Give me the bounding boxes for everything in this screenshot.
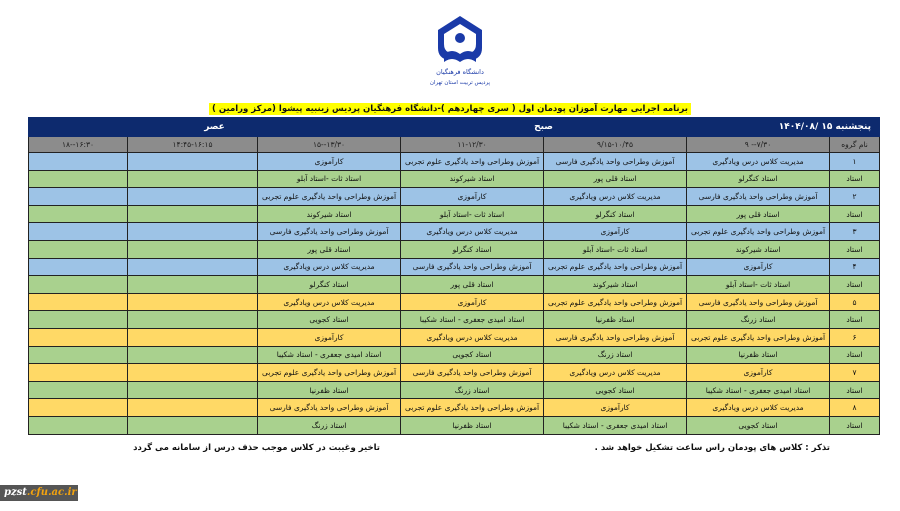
teacher-cell: استاد کنگرلو bbox=[687, 170, 830, 188]
course-cell bbox=[29, 258, 128, 276]
course-cell: آموزش وطراحی واحد یادگیری فارسی bbox=[687, 293, 830, 311]
table-row bbox=[29, 240, 880, 258]
schedule-table bbox=[28, 117, 880, 435]
course-cell bbox=[29, 328, 128, 346]
table-row bbox=[29, 223, 880, 241]
group-cell: ۲ bbox=[830, 188, 880, 206]
teacher-cell bbox=[29, 170, 128, 188]
course-cell: مدیریت کلاس درس ویادگیری bbox=[687, 153, 830, 171]
teacher-cell bbox=[128, 416, 258, 434]
column-header-time-5: ۱۴:۴۵-۱۶:۱۵ bbox=[128, 137, 258, 153]
course-cell: کارآموزی bbox=[401, 293, 544, 311]
teacher-cell: استاد ظفرنیا bbox=[544, 311, 687, 329]
course-cell bbox=[29, 153, 128, 171]
course-cell: آموزش وطراحی واحد یادگیری علوم تجربی bbox=[258, 364, 401, 382]
teacher-cell: استاد قلی پور bbox=[687, 205, 830, 223]
column-header-time-2: ۹/۱۵-۱۰/۴۵ bbox=[544, 137, 687, 153]
course-cell: آموزش وطراحی واحد یادگیری فارسی bbox=[258, 399, 401, 417]
program-title-text: برنامه اجرایی مهارت آموزان پودمان اول ( سری چهاردهم )-دانشگاه فرهنگیان پردیس زینبیه پیشوا (مرکز ورامین ) bbox=[209, 103, 691, 115]
date-label: پنجشنبه ۱۵ /۱۴۰۴/۰۸ bbox=[687, 118, 880, 137]
watermark-part1: pzst bbox=[4, 487, 27, 498]
course-cell: کارآموزی bbox=[544, 399, 687, 417]
footer-notes bbox=[0, 443, 900, 457]
course-cell bbox=[29, 293, 128, 311]
teacher-cell bbox=[128, 240, 258, 258]
column-header-time-3: ۱۱-۱۲/۳۰ bbox=[401, 137, 544, 153]
course-cell: کارآموزی bbox=[258, 153, 401, 171]
university-logo bbox=[420, 14, 500, 90]
teacher-cell: استاد زرنگ bbox=[687, 311, 830, 329]
teacher-cell bbox=[29, 381, 128, 399]
course-cell: مدیریت کلاس درس ویادگیری bbox=[401, 328, 544, 346]
teacher-cell: استاد ثات -استاد آبلو bbox=[401, 205, 544, 223]
course-cell: مدیریت کلاس درس ویادگیری bbox=[401, 223, 544, 241]
teacher-label-cell: استاد bbox=[830, 346, 880, 364]
course-cell: آموزش وطراحی واحد یادگیری فارسی bbox=[544, 328, 687, 346]
teacher-cell bbox=[128, 311, 258, 329]
group-cell: ۴ bbox=[830, 258, 880, 276]
teacher-cell: استاد کجویی bbox=[401, 346, 544, 364]
teacher-cell: استاد قلی پور bbox=[544, 170, 687, 188]
table-row bbox=[29, 416, 880, 434]
teacher-cell: استاد قلی پور bbox=[258, 240, 401, 258]
teacher-cell bbox=[29, 276, 128, 294]
course-cell bbox=[128, 364, 258, 382]
course-cell: آموزش وطراحی واحد یادگیری فارسی bbox=[687, 188, 830, 206]
table-row bbox=[29, 293, 880, 311]
course-cell bbox=[29, 399, 128, 417]
course-cell: آموزش وطراحی واحد یادگیری علوم تجربی bbox=[544, 293, 687, 311]
teacher-cell: استاد زرنگ bbox=[544, 346, 687, 364]
teacher-cell: استاد امیدی جعفری - استاد شکیبا bbox=[401, 311, 544, 329]
teacher-cell bbox=[29, 205, 128, 223]
table-row bbox=[29, 170, 880, 188]
teacher-cell: استاد ظفرنیا bbox=[258, 381, 401, 399]
table-row bbox=[29, 205, 880, 223]
course-cell: مدیریت کلاس درس ویادگیری bbox=[258, 293, 401, 311]
teacher-cell: استاد کنگرلو bbox=[401, 240, 544, 258]
teacher-label-cell: استاد bbox=[830, 170, 880, 188]
teacher-cell: استاد ظفرنیا bbox=[687, 346, 830, 364]
course-cell bbox=[128, 223, 258, 241]
reminder-note: تذکر : کلاس های پودمان راس ساعت تشکیل خواهد شد . bbox=[594, 443, 830, 453]
course-cell bbox=[128, 153, 258, 171]
teacher-cell bbox=[128, 346, 258, 364]
course-cell: مدیریت کلاس درس ویادگیری bbox=[258, 258, 401, 276]
course-cell: کارآموزی bbox=[258, 328, 401, 346]
teacher-cell: استاد امیدی جعفری - استاد شکیبا bbox=[258, 346, 401, 364]
teacher-cell bbox=[29, 240, 128, 258]
course-cell: آموزش وطراحی واحد یادگیری علوم تجربی bbox=[401, 153, 544, 171]
teacher-cell: استاد شیرکوند bbox=[258, 205, 401, 223]
course-cell: مدیریت کلاس درس ویادگیری bbox=[544, 188, 687, 206]
teacher-label-cell: استاد bbox=[830, 311, 880, 329]
table-row bbox=[29, 311, 880, 329]
time-header-row bbox=[29, 137, 880, 153]
teacher-cell bbox=[128, 170, 258, 188]
teacher-cell: استاد کنگرلو bbox=[544, 205, 687, 223]
svg-text:دانشگاه فرهنگیان: دانشگاه فرهنگیان bbox=[436, 68, 484, 76]
group-cell: ۳ bbox=[830, 223, 880, 241]
course-cell: آموزش وطراحی واحد یادگیری فارسی bbox=[544, 153, 687, 171]
teacher-cell: استاد امیدی جعفری - استاد شکیبا bbox=[687, 381, 830, 399]
course-cell: کارآموزی bbox=[687, 258, 830, 276]
course-cell bbox=[128, 293, 258, 311]
group-cell: ۱ bbox=[830, 153, 880, 171]
session-morning: صبح bbox=[401, 118, 687, 137]
teacher-cell: استاد قلی پور bbox=[401, 276, 544, 294]
teacher-cell bbox=[29, 416, 128, 434]
teacher-label-cell: استاد bbox=[830, 416, 880, 434]
course-cell: مدیریت کلاس درس ویادگیری bbox=[687, 399, 830, 417]
course-cell bbox=[128, 399, 258, 417]
teacher-cell: استاد شیرکوند bbox=[544, 276, 687, 294]
course-cell: آموزش وطراحی واحد یادگیری علوم تجربی bbox=[687, 328, 830, 346]
table-row bbox=[29, 399, 880, 417]
session-header-row bbox=[29, 118, 880, 137]
site-watermark bbox=[0, 485, 78, 501]
teacher-cell bbox=[29, 311, 128, 329]
teacher-cell: استاد کجویی bbox=[258, 311, 401, 329]
course-cell: مدیریت کلاس درس ویادگیری bbox=[544, 364, 687, 382]
table-row bbox=[29, 188, 880, 206]
column-header-time-6: ۱۶:۳۰--۱۸ bbox=[29, 137, 128, 153]
teacher-cell bbox=[128, 276, 258, 294]
table-row bbox=[29, 258, 880, 276]
session-afternoon: عصر bbox=[29, 118, 401, 137]
table-row bbox=[29, 381, 880, 399]
table-row bbox=[29, 346, 880, 364]
university-logo-icon bbox=[420, 14, 500, 90]
warning-note: تاخیر وغیبت در کلاس موجب حذف درس از سامانه می گردد bbox=[133, 443, 380, 453]
course-cell: کارآموزی bbox=[544, 223, 687, 241]
column-header-group: نام گروه bbox=[830, 137, 880, 153]
teacher-cell: استاد ثات -استاد آبلو bbox=[258, 170, 401, 188]
teacher-label-cell: استاد bbox=[830, 381, 880, 399]
course-cell bbox=[128, 328, 258, 346]
group-cell: ۶ bbox=[830, 328, 880, 346]
teacher-label-cell: استاد bbox=[830, 205, 880, 223]
table-row bbox=[29, 153, 880, 171]
course-cell: آموزش وطراحی واحد یادگیری علوم تجربی bbox=[401, 399, 544, 417]
teacher-cell: استاد کجویی bbox=[687, 416, 830, 434]
group-cell: ۸ bbox=[830, 399, 880, 417]
course-cell bbox=[29, 364, 128, 382]
svg-text:پردیس تربیت استان تهران: پردیس تربیت استان تهران bbox=[429, 80, 491, 86]
teacher-label-cell: استاد bbox=[830, 240, 880, 258]
table-row bbox=[29, 364, 880, 382]
course-cell bbox=[29, 223, 128, 241]
teacher-cell: استاد کجویی bbox=[544, 381, 687, 399]
teacher-cell: استاد زرنگ bbox=[401, 381, 544, 399]
teacher-cell bbox=[128, 381, 258, 399]
program-title bbox=[0, 96, 900, 115]
course-cell: کارآموزی bbox=[401, 188, 544, 206]
course-cell: آموزش وطراحی واحد یادگیری فارسی bbox=[401, 258, 544, 276]
course-cell bbox=[128, 258, 258, 276]
course-cell: آموزش وطراحی واحد یادگیری علوم تجربی bbox=[258, 188, 401, 206]
course-cell: آموزش وطراحی واحد یادگیری فارسی bbox=[401, 364, 544, 382]
teacher-cell: استاد زرنگ bbox=[258, 416, 401, 434]
group-cell: ۵ bbox=[830, 293, 880, 311]
teacher-cell: استاد امیدی جعفری - استاد شکیبا bbox=[544, 416, 687, 434]
table-row bbox=[29, 328, 880, 346]
teacher-cell: استاد ثات -استاد آبلو bbox=[544, 240, 687, 258]
course-cell bbox=[29, 188, 128, 206]
table-row bbox=[29, 276, 880, 294]
teacher-cell: استاد ثات -استاد آبلو bbox=[687, 276, 830, 294]
teacher-cell: استاد ظفرنیا bbox=[401, 416, 544, 434]
teacher-cell: استاد شیرکوند bbox=[687, 240, 830, 258]
schedule-body bbox=[29, 153, 880, 435]
teacher-cell bbox=[128, 205, 258, 223]
teacher-cell bbox=[29, 346, 128, 364]
course-cell bbox=[128, 188, 258, 206]
watermark-part2: .cfu.ac.ir bbox=[26, 487, 77, 498]
teacher-cell: استاد شیرکوند bbox=[401, 170, 544, 188]
course-cell: آموزش وطراحی واحد یادگیری علوم تجربی bbox=[687, 223, 830, 241]
column-header-time-4: ۱۳/۳۰--۱۵ bbox=[258, 137, 401, 153]
course-cell: آموزش وطراحی واحد یادگیری علوم تجربی bbox=[544, 258, 687, 276]
group-cell: ۷ bbox=[830, 364, 880, 382]
course-cell: کارآموزی bbox=[687, 364, 830, 382]
column-header-time-1: ۷/۳۰-- ۹ bbox=[687, 137, 830, 153]
course-cell: آموزش وطراحی واحد یادگیری فارسی bbox=[258, 223, 401, 241]
teacher-label-cell: استاد bbox=[830, 276, 880, 294]
teacher-cell: استاد کنگرلو bbox=[258, 276, 401, 294]
